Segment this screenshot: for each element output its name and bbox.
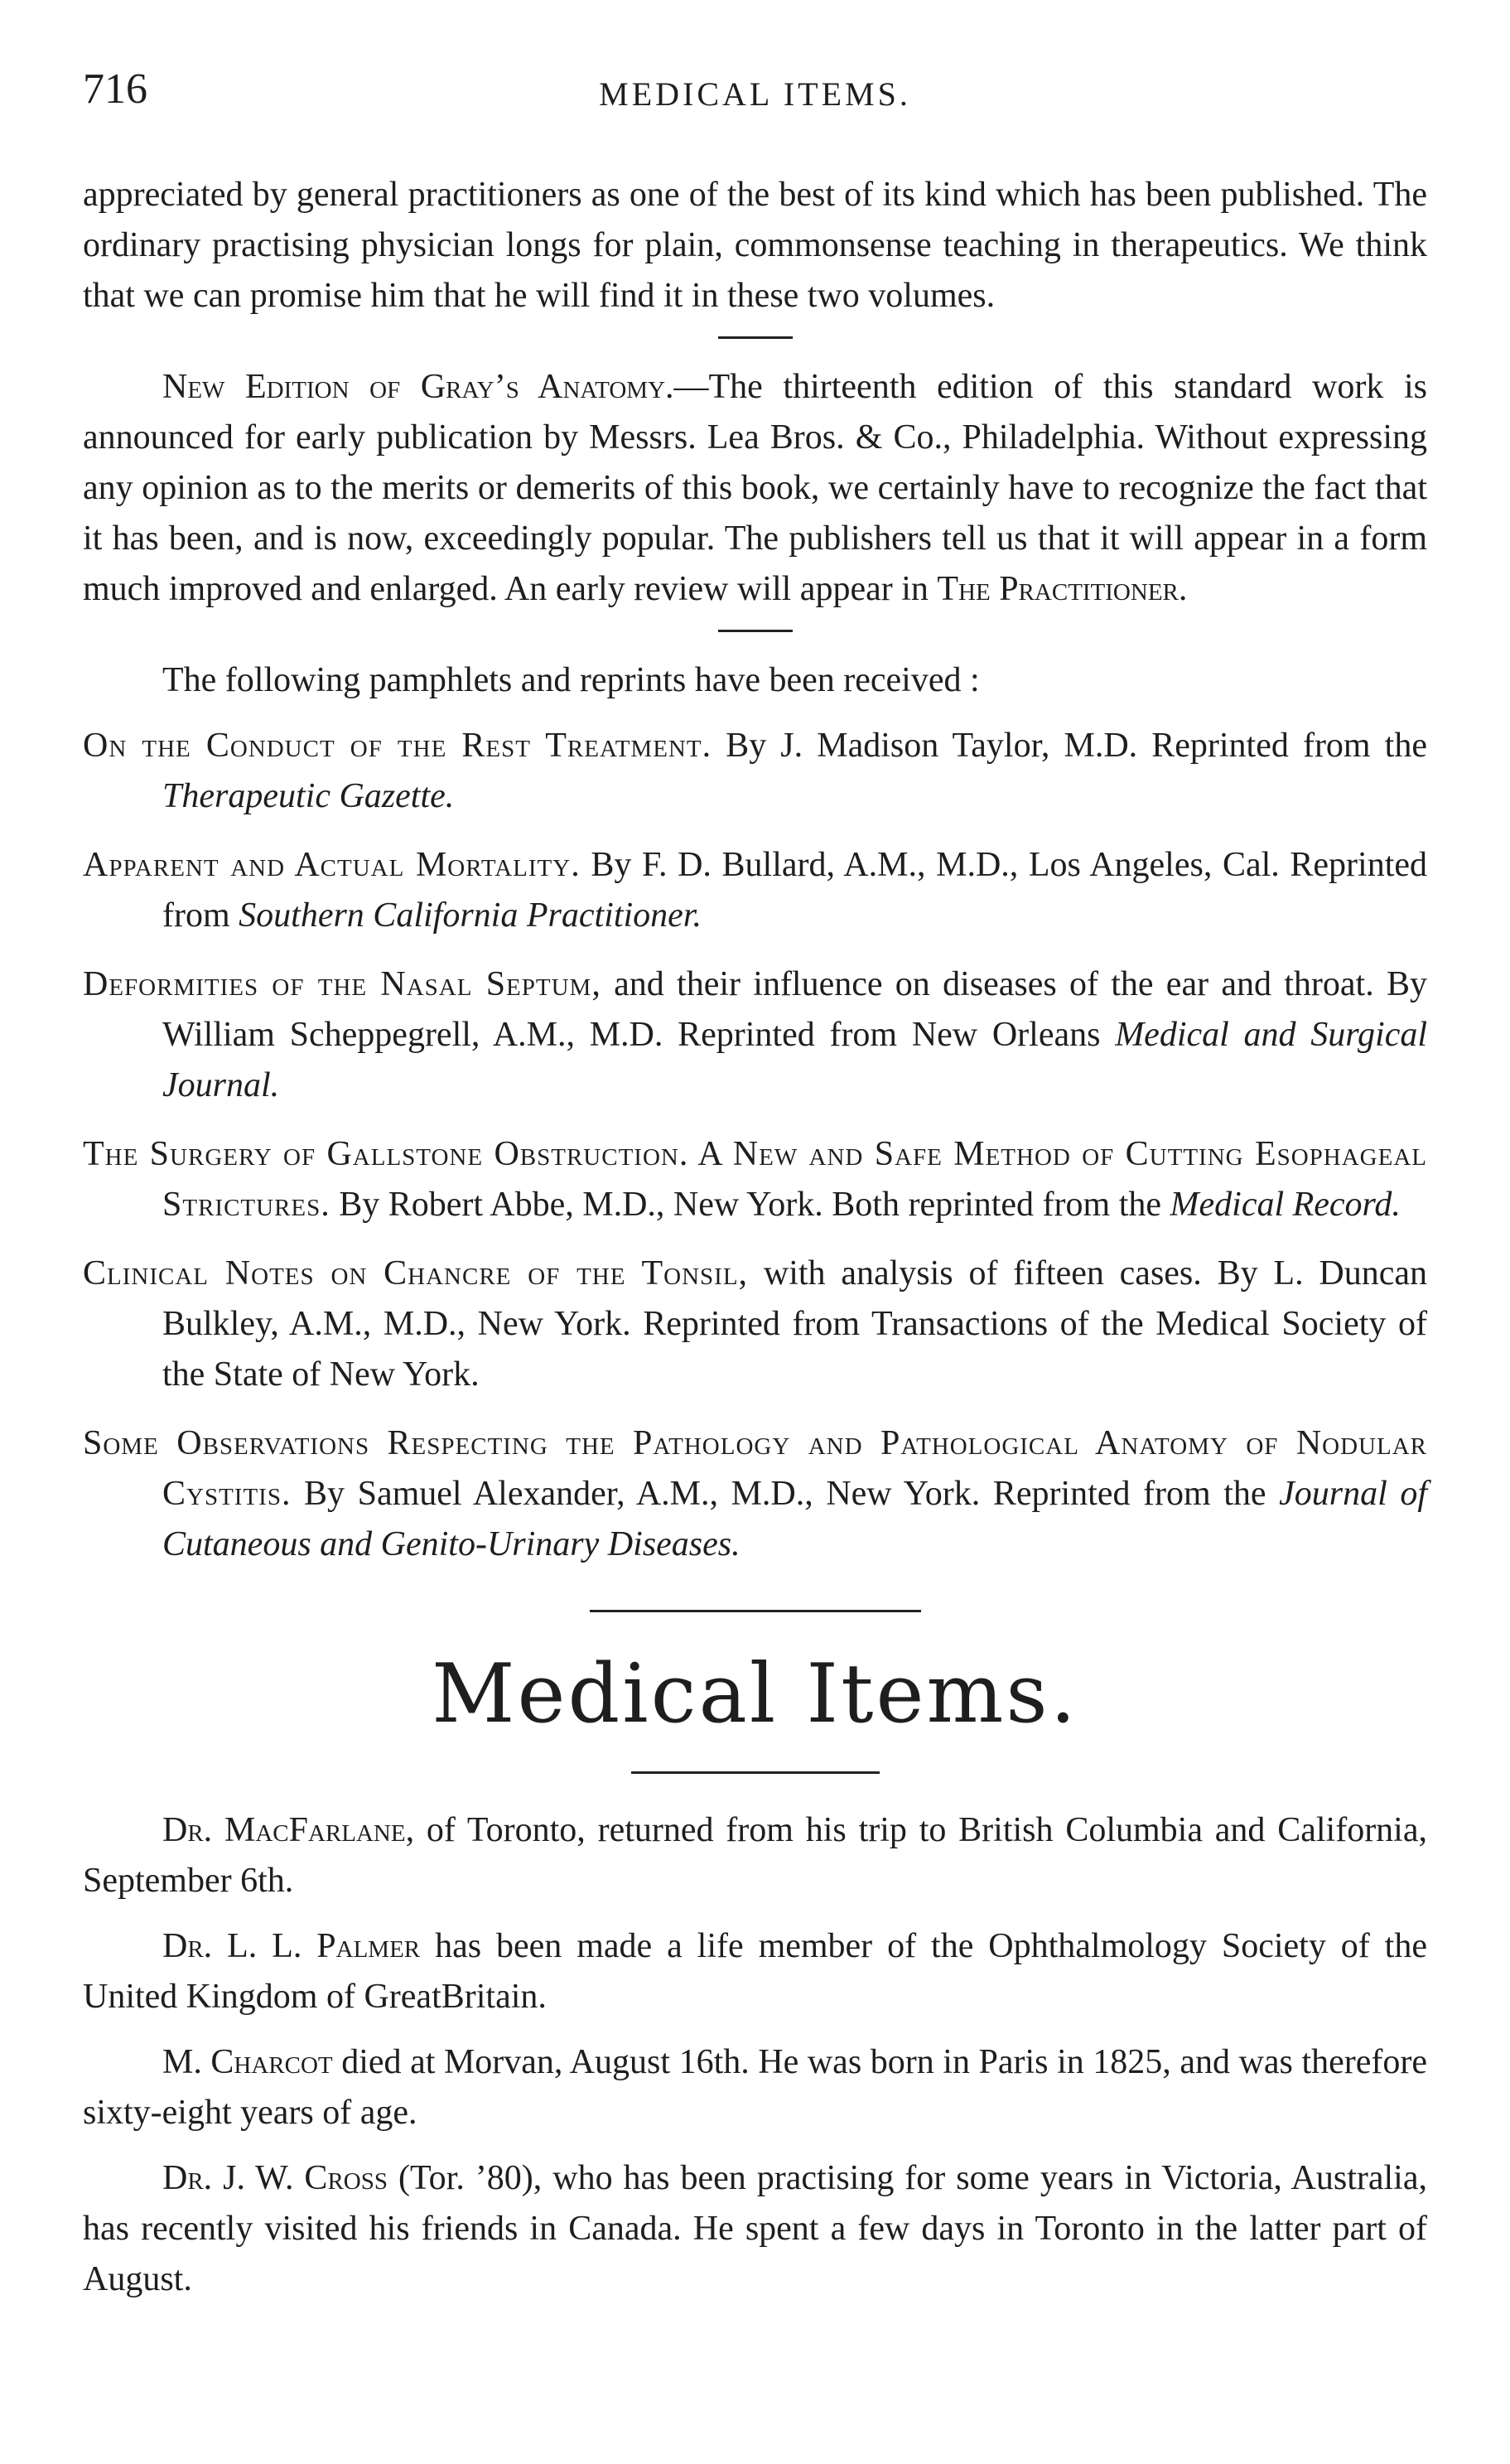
pamphlet-list [83,721,1427,1570]
person-name: Dr. L. L. Palmer [162,1927,421,1965]
pamphlet-entry [83,1418,1427,1570]
pamphlet-source: Southern California Practitioner. [239,896,702,935]
pamphlet-entry [83,1129,1427,1230]
section-divider [590,1610,921,1612]
pamphlet-source: Medical Record. [1170,1186,1401,1224]
pamphlet-title: Apparent and Actual Mortality. [83,846,581,884]
intro-paragraph: appreciated by general practitioners as one of the best of its kind which has been published. The ordinary practising physician longs for plain, commonsense teaching in therapeutics. We think that we can promise him that he will find it in these two volumes. [83,176,1427,315]
pamphlet-source: Medical and Surgical Journal. [162,1016,1428,1104]
pamphlet-entry [83,959,1427,1111]
medical-items-list [83,1805,1427,2305]
divider [718,336,793,339]
person-name: M. Charcot [162,2043,333,2081]
medical-item [83,2037,1427,2138]
divider [718,630,793,632]
pamphlet-details: By J. Madison Taylor, M.D. Reprinted from the [712,727,1427,765]
pamphlet-title: On the Conduct of the Rest Treatment. [83,727,712,765]
pamphlet-entry [83,721,1427,822]
page-number: 716 [83,65,147,113]
medical-item [83,1921,1427,2022]
pamphlet-details: with analysis of fifteen cases. By L. Duncan Bulkley, A.M., M.D., New York. Reprinted from Transactions of the Medical Society of the State of New York. [162,1254,1427,1394]
pamphlet-details: By Samuel Alexander, A.M., M.D., New York. Reprinted from the [291,1475,1280,1513]
pamphlet-title: The Surgery of Gallstone Obstruction. A New and Safe Method of Cutting Esophageal Strictures. [83,1135,1427,1224]
pamphlet-title: Clinical Notes on Chancre of the Tonsil, [83,1254,749,1292]
pamphlet-source: Therapeutic Gazette. [162,777,455,815]
pamphlet-entry [83,1249,1427,1400]
pamphlet-title: Deformities of the Nasal Septum, [83,965,601,1003]
item-text: has been made a life member of the Ophthalmology Society of the United Kingdom of GreatBritain. [83,1927,1427,2016]
pamphlet-details: By Robert Abbe, M.D., New York. Both reprinted from the [330,1186,1170,1224]
pamphlets-intro: The following pamphlets and reprints have been received : [162,661,980,699]
person-name: Dr. J. W. Cross [162,2159,388,2197]
grays-anatomy-heading: New Edition of Gray’s Anatomy. [162,368,674,406]
pamphlet-title: Some Observations Respecting the Pathology and Pathological Anatomy of Nodular Cystitis. [83,1424,1427,1513]
section-divider [631,1771,880,1774]
medical-item [83,2153,1427,2305]
item-text: died at Morvan, August 16th. He was born in Paris in 1825, and was therefore sixty-eight years of age. [83,2043,1427,2132]
person-name: Dr. MacFarlane, [162,1811,415,1849]
medical-item [83,1805,1427,1906]
item-text: (Tor. ’80), who has been practising for some years in Victoria, Australia, has recently visited his friends in Canada. He spent a few days in Toronto in the latter part of August. [83,2159,1427,2298]
page-header [83,65,1427,131]
pamphlet-entry [83,840,1427,941]
grays-anatomy-text: —The thirteenth edition of this standard work is announced for early publication by Messrs. Lea Bros. & Co., Philadelphia. Without expressing any opinion as to the merits or demerits of this book, we certainly have to recognize the fact that it has been, and is now, exceedingly popular. The publishers tell us that it will appear in a form much improved and enlarged. An early review will appear in [83,368,1427,608]
grays-anatomy-paragraph [83,362,1427,615]
section-title: Medical Items. [432,1647,1078,1742]
practitioner-journal-name: The Practitioner. [937,570,1188,608]
pamphlet-details: By F. D. Bullard, A.M., M.D., Los Angeles, Cal. Reprinted from [162,846,1428,935]
pamphlet-source: Journal of Cutaneous and Genito-Urinary Diseases. [162,1475,1428,1563]
item-text: of Toronto, returned from his trip to British Columbia and California, September 6th. [83,1811,1427,1900]
running-head: MEDICAL ITEMS. [599,75,911,113]
pamphlet-details: and their influence on diseases of the ear and throat. By William Scheppegrell, A.M., M.D. Reprinted from New Orleans [162,965,1428,1054]
page-content [83,170,1427,2320]
